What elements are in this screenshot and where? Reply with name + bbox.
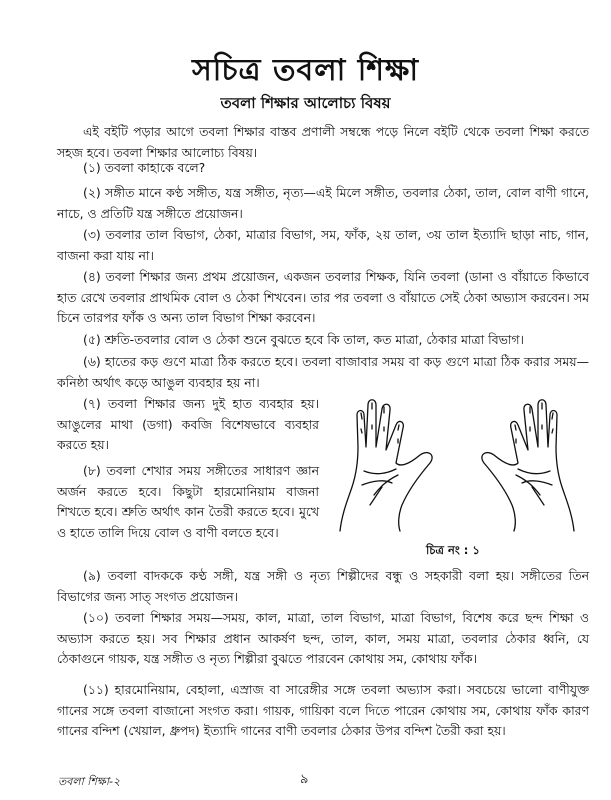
item-4: (৪) তবলা শিক্ষার জন্য প্রথম প্রয়োজন, একজন তবলার শিক্ষক, যিনি তবলা (ডানা ও বাঁয়াতে কিভাবে হাত রেখে তবলার প্রাথমিক বোল ও ঠেকা শিখবেন। তার পর তবলা ও বাঁয়াতে সেই ঠেকা অভ্যাস করবেন। সম চিনে তারপর ফাঁক ও অন্য তাল বিভাগ শিক্ষা করবেন। [57, 269, 589, 325]
item-2: (২) সঙ্গীত মানে কণ্ঠ সঙ্গীত, যন্ত্র সঙ্গীত, নৃত্য—এই মিলে সঙ্গীত, তবলার ঠেকা, তাল, বোল বাণী গানে, নাচে, ও প্রতিটি যন্ত্র সঙ্গীতে প্রয়োজন। [57, 185, 589, 221]
page-number: ৯ [300, 772, 309, 787]
page-title: সচিত্র তবলা শিক্ষা [191, 53, 420, 88]
item-11: (১১) হারমোনিয়াম, বেহালা, এস্রাজ বা সারেঙ্গীর সঙ্গে তবলা অভ্যাস করা। সবচেয়ে ভালো বাণীযুক্ত গানের সঙ্গে তবলা বাজানো সংগত করা। গায়ক, গায়িকা বলে দিতে পারেন কোথায় সম, কোথায় ফাঁক কারণ গানের বন্দিশ (খেয়াল, ধ্রুপদ) ইত্যাদি গানের বাণী তবলার ঠেকার উপর বন্দিশ তৈরী করা হয়। [57, 682, 589, 738]
footer-book-title: তবলা শিক্ষা-২ [58, 775, 121, 788]
item-6: (৬) হাতের কড় গুণে মাত্রা ঠিক করতে হবে। তবলা বাজাবার সময় বা কড় গুণে মাত্রা ঠিক করার সময়—কনিষ্ঠা অর্থাৎ কড়ে আঙুল ব্যবহার হয় না। [57, 354, 589, 390]
item-1: (১) তবলা কাহাকে বলে? [83, 160, 206, 175]
item-8: (৮) তবলা শেখার সময় সঙ্গীতের সাধারণ জ্ঞান অর্জন করতে হবে। কিছুটা হারমোনিয়াম বাজনা শিখতে হবে। শ্রুতি অর্থাৎ কান তৈরী করতে হবে। মুখে ও হাতে তালি দিয়ে বোল ও বাণী বলতে হবে। [57, 463, 319, 540]
intro-paragraph: এই বইটি পড়ার আগে তবলা শিক্ষার বাস্তব প্রণালী সম্বন্ধে পড়ে নিলে বইটি থেকে তবলা শিক্ষা করতে সহজ হবে। তবলা শিক্ষার আলোচ্য বিষয়। [57, 124, 589, 160]
item-10: (১০) তবলা শিক্ষার সময়—সময়, কাল, মাত্রা, তাল বিভাগ, মাত্রা বিভাগ, বিশেষ করে ছন্দ শিক্ষা ও অভ্যাস করতে হয়। সব শিক্ষার প্রধান আকর্ষণ ছন্দ, তাল, কাল, সময় মাত্রা, তবলার ঠেকার ধ্বনি, যে ঠেকাগুনে গায়ক, যন্ত্র সঙ্গীত ও নৃত্য শিল্পীরা বুঝতে পারবেন কোথায় সম, কোথায় ফাঁক। [57, 610, 589, 666]
hands-illustration [312, 395, 602, 533]
page-subtitle: তবলা শিক্ষার আলোচ্য বিষয় [220, 94, 391, 112]
figure-caption: চিত্র নং : ১ [426, 543, 480, 557]
item-3: (৩) তবলার তাল বিভাগ, ঠেকা, মাত্রার বিভাগ, সম, ফাঁক, ২য় তাল, ৩য় তাল ইত্যাদি ছাড়া নাচ, গান, বাজনা করা যায় না। [57, 227, 589, 263]
left-hand-outline [340, 400, 432, 531]
item-7: (৭) তবলা শিক্ষার জন্য দুই হাত ব্যবহার হয়। আঙুলের মাথা (ডগা) কবজি বিশেষভাবে ব্যবহার করতে হয়। [57, 396, 319, 452]
item-9: (৯) তবলা বাদককে কণ্ঠ সঙ্গী, যন্ত্র সঙ্গী ও নৃত্য শিল্পীদের বন্ধু ও সহকারী বলা হয়। সঙ্গীতের তিন বিভাগের জন্য সাত্ সংগত প্রয়োজন। [57, 568, 589, 604]
right-hand-outline [482, 400, 574, 531]
item-5: (৫) শ্রুতি-তবলার বোল ও ঠেকা শুনে বুঝতে হবে কি তাল, কত মাত্রা, ঠেকার মাত্রা বিভাগ। [83, 332, 524, 347]
